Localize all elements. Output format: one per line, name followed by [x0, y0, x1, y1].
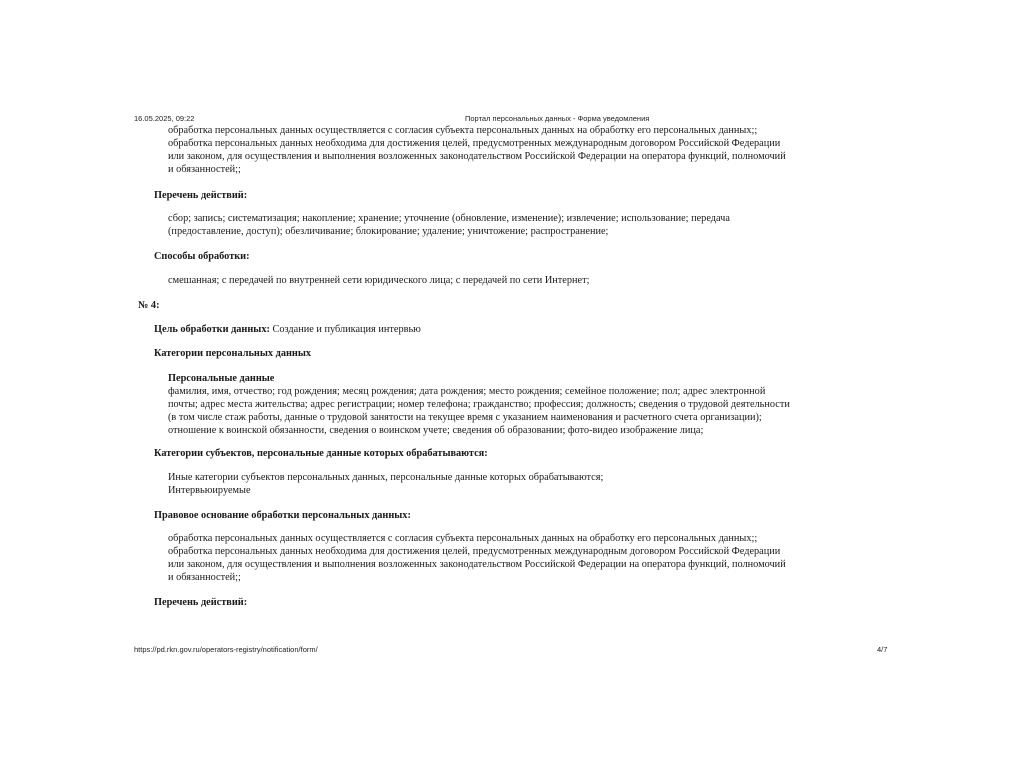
- personal-data-heading: Персональные данные: [168, 373, 275, 384]
- section-number: № 4:: [138, 300, 160, 311]
- subjects-line: Иные категории субъектов персональных данных, персональные данные которых обрабатываются;: [168, 472, 604, 483]
- print-footer-url: https://pd.rkn.gov.ru/operators-registry/notification/form/: [134, 645, 318, 654]
- prev-methods-text: смешанная; с передачей по внутренней сети юридического лица; с передачей по сети Интернет;: [168, 275, 590, 286]
- purpose-value: Создание и публикация интервью: [269, 324, 421, 335]
- print-header-datetime: 16.05.2025, 09:22: [134, 114, 195, 123]
- purpose-label: Цель обработки данных:: [154, 324, 270, 335]
- prev-legal-line: обработка персональных данных осуществляется с согласия субъекта персональных данных на обработку его персональных данных;;: [168, 125, 758, 136]
- prev-actions-line: (предоставление, доступ); обезличивание; блокирование; удаление; уничтожение; распространение;: [168, 226, 609, 237]
- personal-data-line: (в том числе стаж работы, данные о трудовой занятости на текущее время с указанием наименования и расчетного счета организации);: [168, 412, 762, 423]
- subjects-line: Интервьюируемые: [168, 485, 251, 496]
- purpose-row: [154, 324, 421, 337]
- categories-heading: Категории персональных данных: [154, 348, 312, 359]
- legal-line: или законом, для осуществления и выполнения возложенных законодательством Российской Федерации на оператора функций, полномочий: [168, 559, 786, 570]
- prev-legal-line: или законом, для осуществления и выполнения возложенных законодательством Российской Федерации на оператора функций, полномочий: [168, 151, 786, 162]
- legal-line: обработка персональных данных необходима для достижения целей, предусмотренных международным договором Российской Федерации: [168, 546, 781, 557]
- legal-line: и обязанностей;;: [168, 572, 241, 583]
- legal-line: обработка персональных данных осуществляется с согласия субъекта персональных данных на обработку его персональных данных;;: [168, 533, 758, 544]
- subjects-heading: Категории субъектов, персональные данные которых обрабатываются:: [154, 448, 488, 459]
- print-header-title: Портал персональных данных - Форма уведомления: [465, 114, 650, 123]
- personal-data-line: фамилия, имя, отчество; год рождения; месяц рождения; дата рождения; место рождения; семейное положение; пол; адрес электронной: [168, 386, 766, 397]
- personal-data-line: отношение к воинской обязанности, сведения о воинском учете; сведения об образовании; фото-видео изображение лица;: [168, 425, 704, 436]
- prev-actions-heading: Перечень действий:: [154, 190, 248, 201]
- prev-legal-line: и обязанностей;;: [168, 164, 241, 175]
- prev-methods-heading: Способы обработки:: [154, 251, 250, 262]
- personal-data-line: почты; адрес места жительства; адрес регистрации; номер телефона; гражданство; профессия; должность; сведения о трудовой деятельности: [168, 399, 790, 410]
- legal-heading: Правовое основание обработки персональных данных:: [154, 510, 411, 521]
- actions-heading: Перечень действий:: [154, 597, 248, 608]
- prev-legal-line: обработка персональных данных необходима для достижения целей, предусмотренных международным договором Российской Федерации: [168, 138, 781, 149]
- prev-actions-line: сбор; запись; систематизация; накопление; хранение; уточнение (обновление, изменение); извлечение; использование; передача: [168, 213, 730, 224]
- print-footer-page-number: 4/7: [877, 645, 888, 654]
